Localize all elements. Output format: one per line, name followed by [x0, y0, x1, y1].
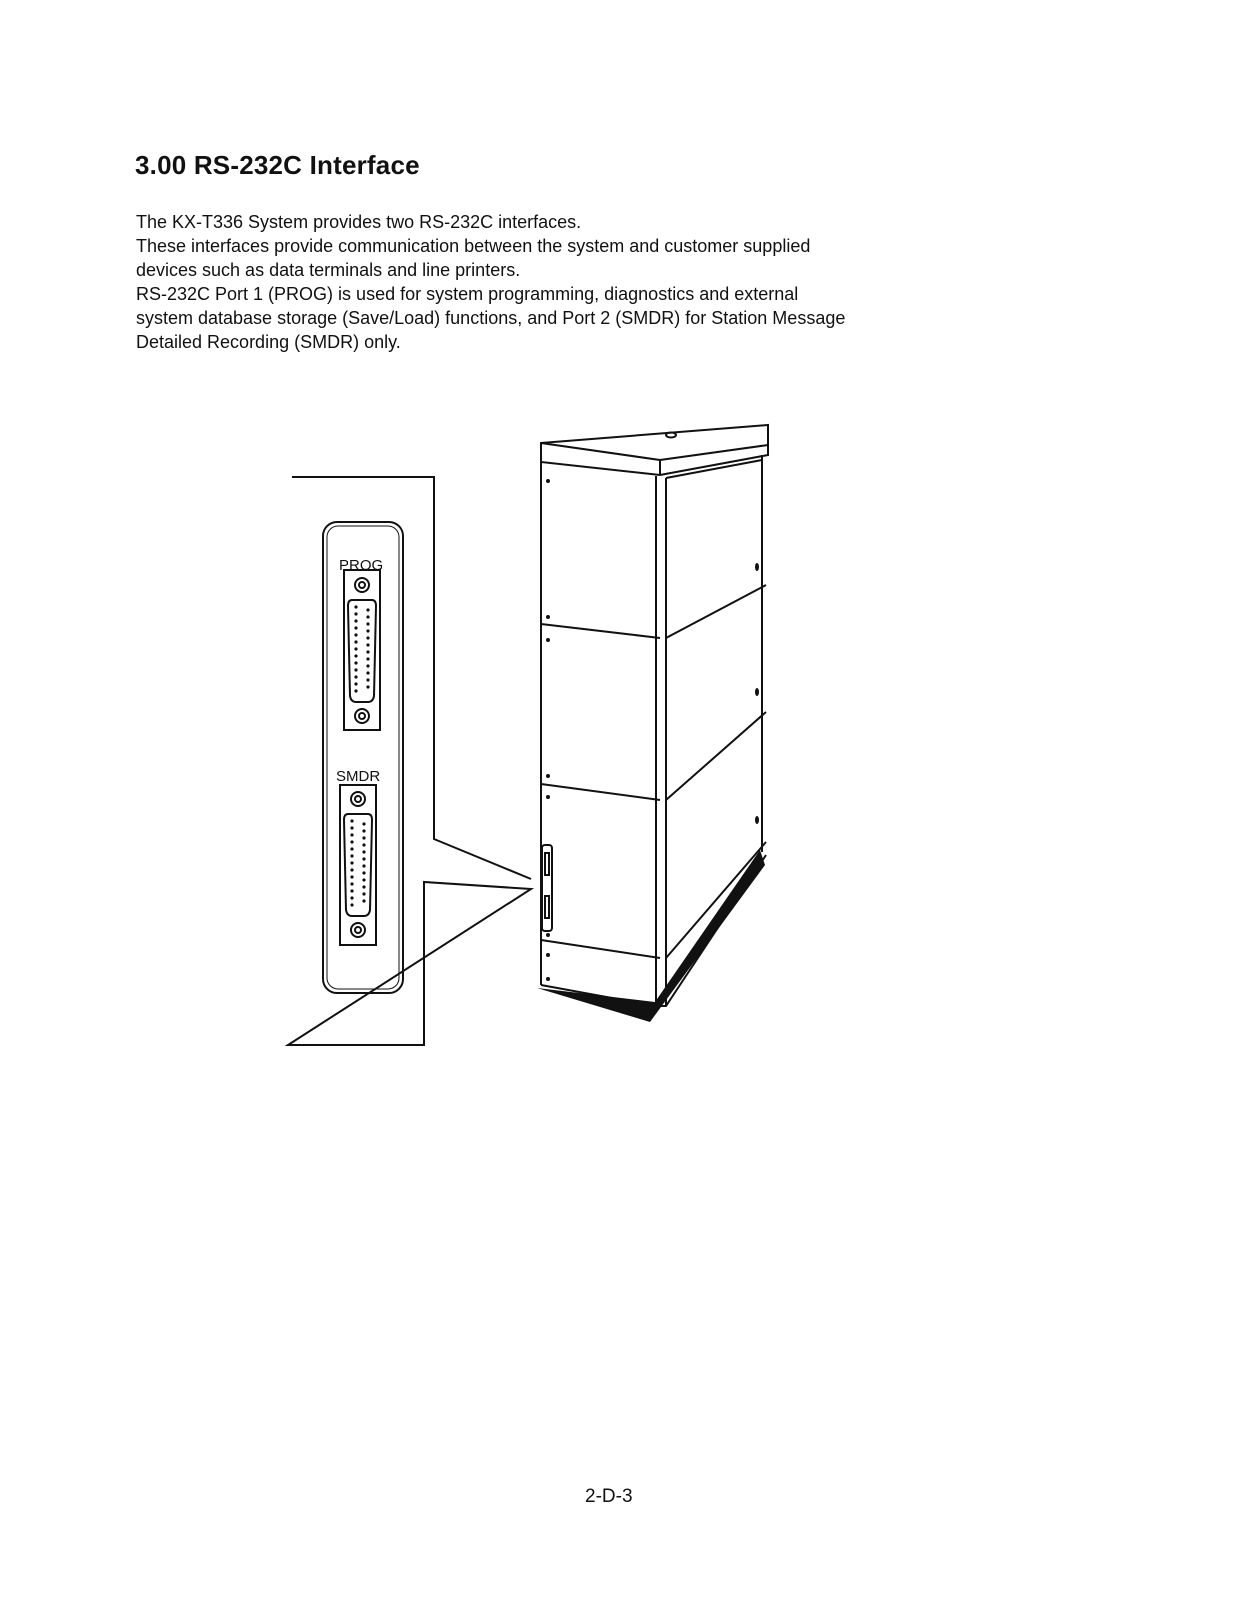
cabinet-unit	[537, 425, 768, 1022]
smdr-port-connector	[340, 785, 376, 945]
page-number: 2-D-3	[585, 1486, 633, 1507]
prog-port-label: PROG	[339, 557, 384, 574]
connector-panel-callout	[288, 477, 531, 1045]
body-line: RS-232C Port 1 (PROG) is used for system programming, diagnostics and external	[136, 284, 799, 304]
body-line: Detailed Recording (SMDR) only.	[136, 332, 401, 352]
body-line: system database storage (Save/Load) functions, and Port 2 (SMDR) for Station Message	[136, 308, 846, 328]
smdr-port-label: SMDR	[336, 768, 381, 785]
prog-port-connector	[344, 570, 380, 730]
body-line: These interfaces provide communication between the system and customer supplied	[136, 236, 811, 256]
body-line: devices such as data terminals and line printers.	[136, 260, 521, 280]
section-title: 3.00 RS-232C Interface	[135, 150, 420, 180]
body-line: The KX-T336 System provides two RS-232C interfaces.	[136, 212, 582, 232]
